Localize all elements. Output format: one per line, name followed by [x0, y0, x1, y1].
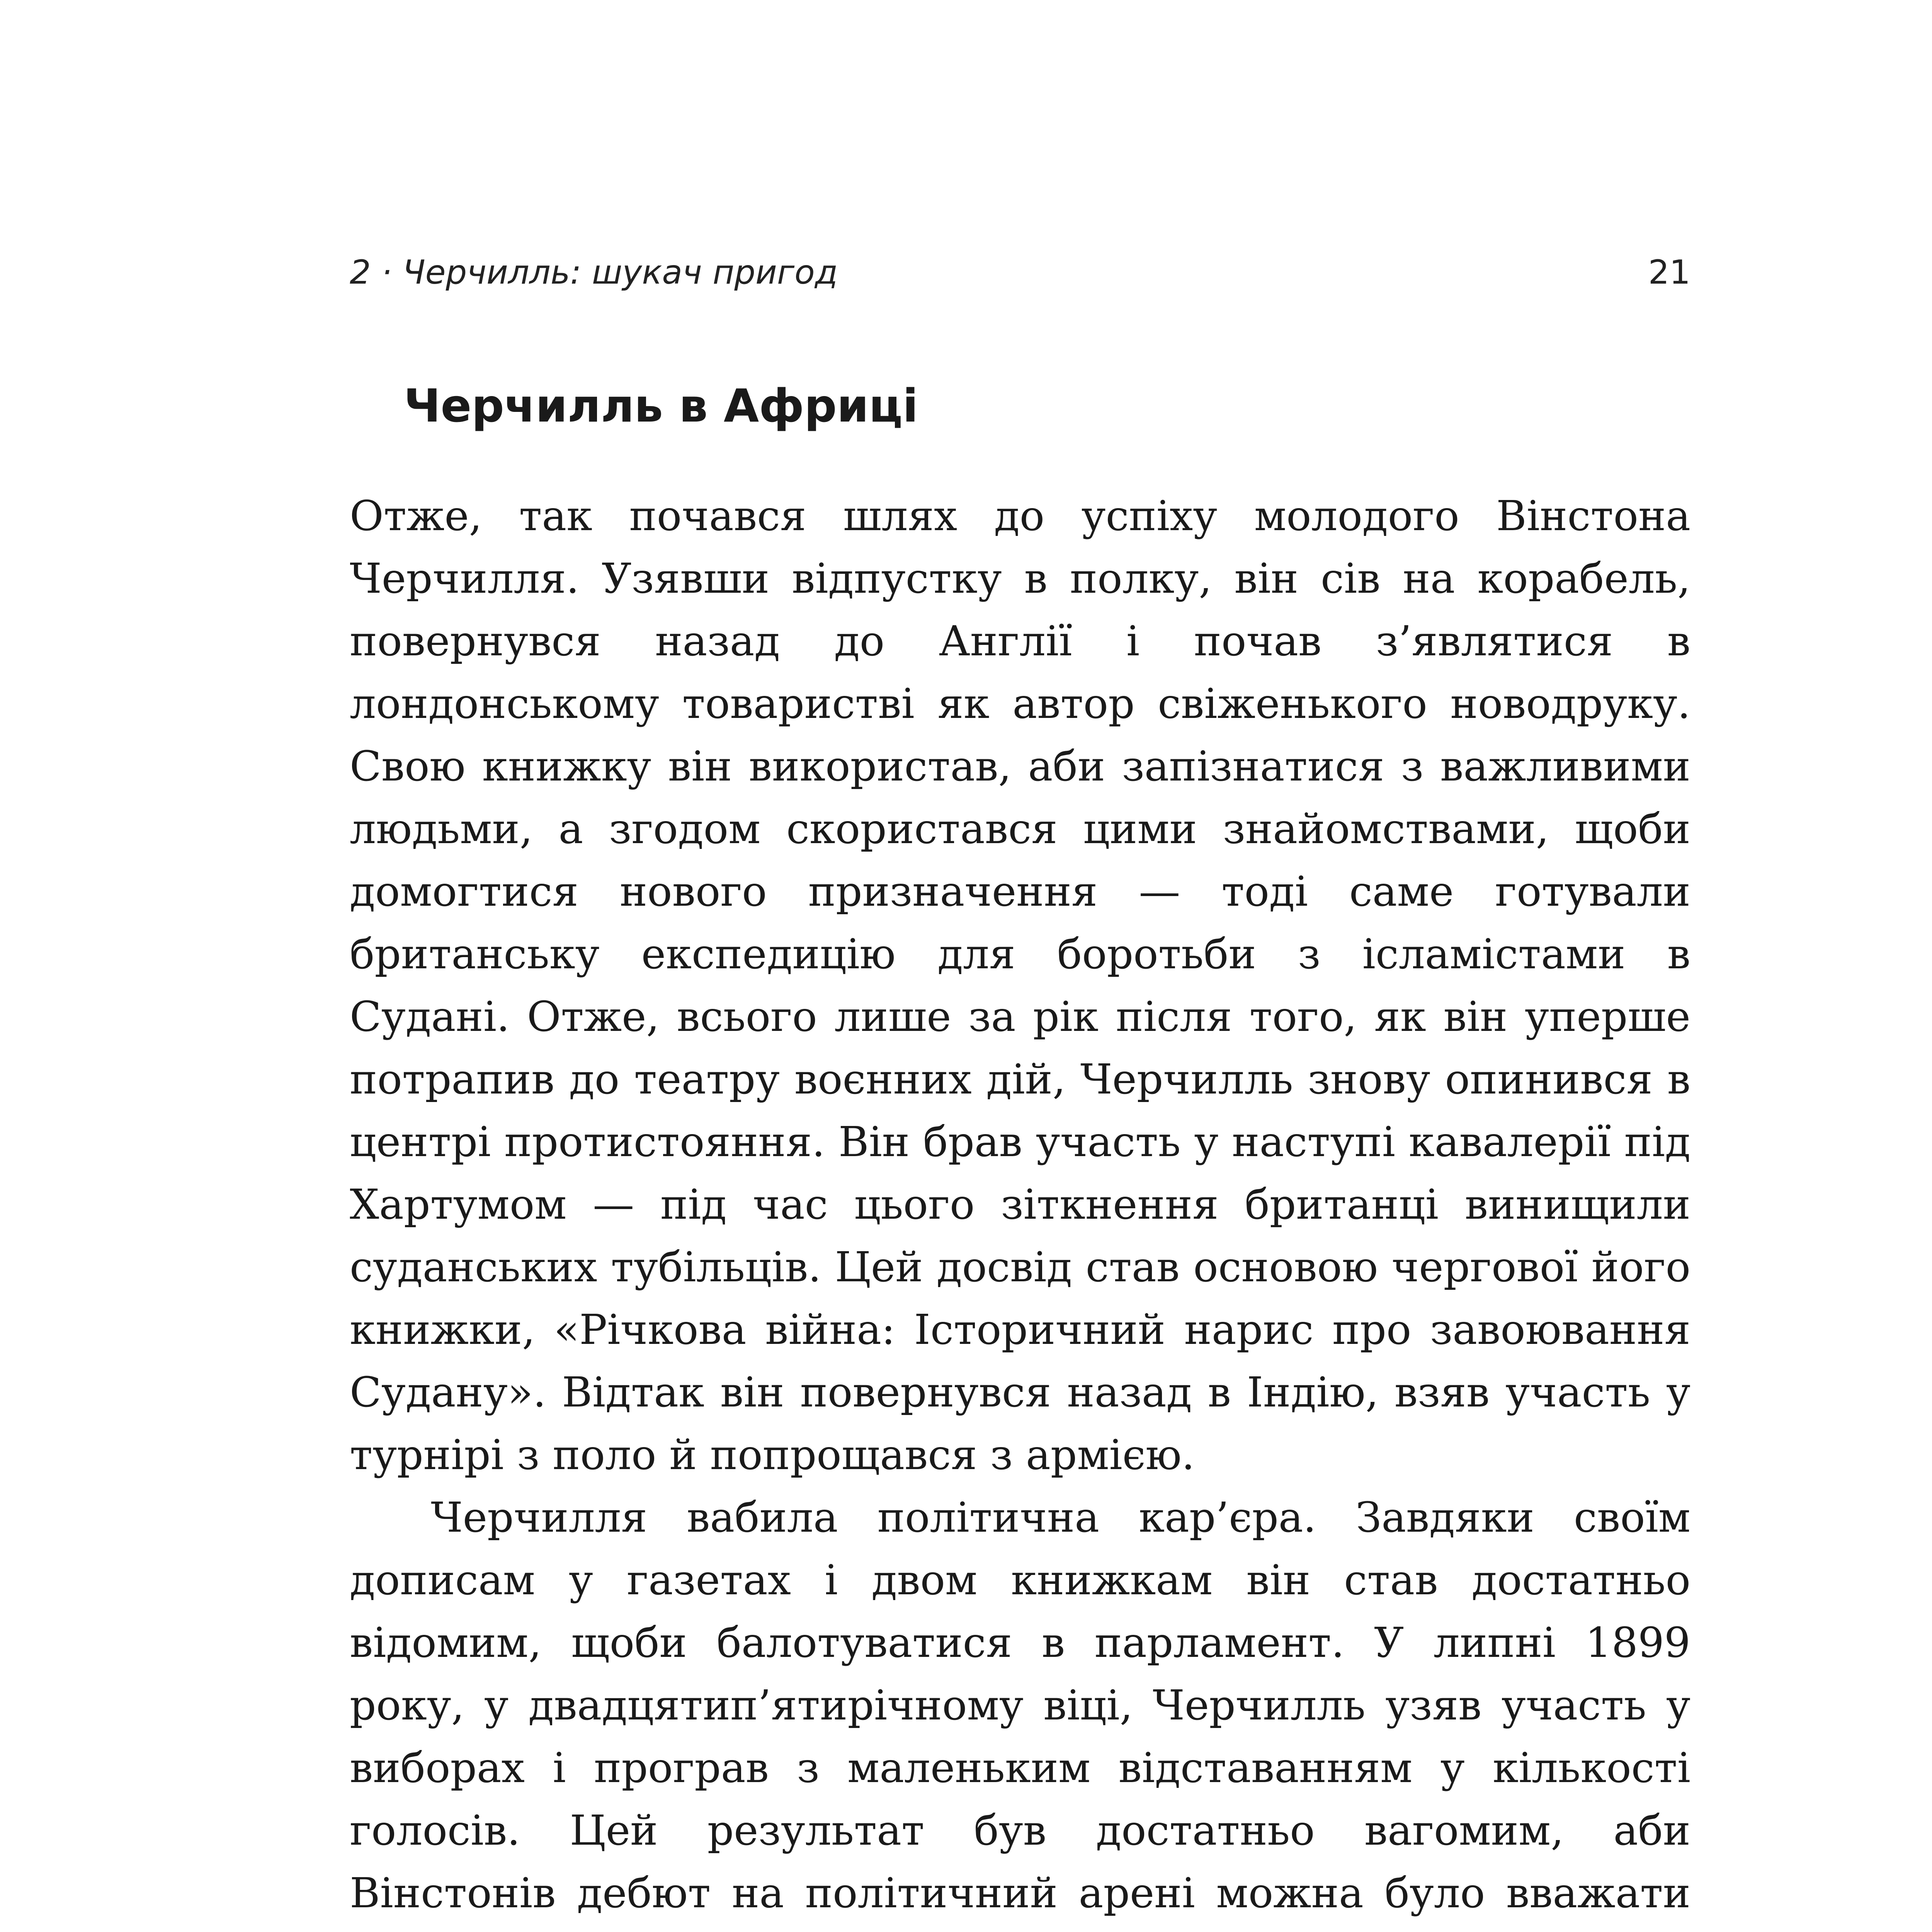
- chapter-title: 2 · Черчилль: шукач пригод: [350, 253, 838, 292]
- paragraph-1: Отже, так почався шлях до успіху молодого Вінстона Черчилля. Узявши відпустку в полку, він сів на корабель, повернувся назад до Англії і почав з’являтися в лондонському товаристві як автор свіженького новодруку. Свою книжку він використав, аби запізнатися з важливими людьми, а згодом скористався цими знайомствами, щоби домогтися нового призначення — тоді саме готували британську експедицію для боротьби з ісламістами в Судані. Отже, всього лише за рік після того, як він уперше потрапив до театру воєнних дій, Черчилль знову опинився в центрі протистояння. Він брав участь у наступі кавалерії під Хартумом — під час цього зіткнення британці винищили суданських тубільців. Цей досвід став основою чергової його книжки, «Річкова війна: Історичний нарис про завоювання Судану». Відтак він повернувся назад в Індію, взяв участь у турнірі з поло й попрощався з армією.: [350, 492, 1690, 1479]
- section-heading: Черчилль в Африці: [404, 379, 918, 432]
- page-content: [350, 377, 1690, 1932]
- paragraph-2: Черчилля вабила політична кар’єра. Завдяки своїм дописам у газетах і двом книжкам він став достатньо відомим, щоби балотуватися в парламент. У липні 1899 року, у двадцятип’ятирічному віці, Черчилль узяв участь у виборах і програв з маленьким відставанням у кількості голосів. Цей результат був достатньо вагомим, аби Вінстонів дебют на політичний арені можна було вважати: [350, 1494, 1690, 1917]
- page-number: 21: [1648, 253, 1690, 292]
- running-header: [350, 247, 1690, 298]
